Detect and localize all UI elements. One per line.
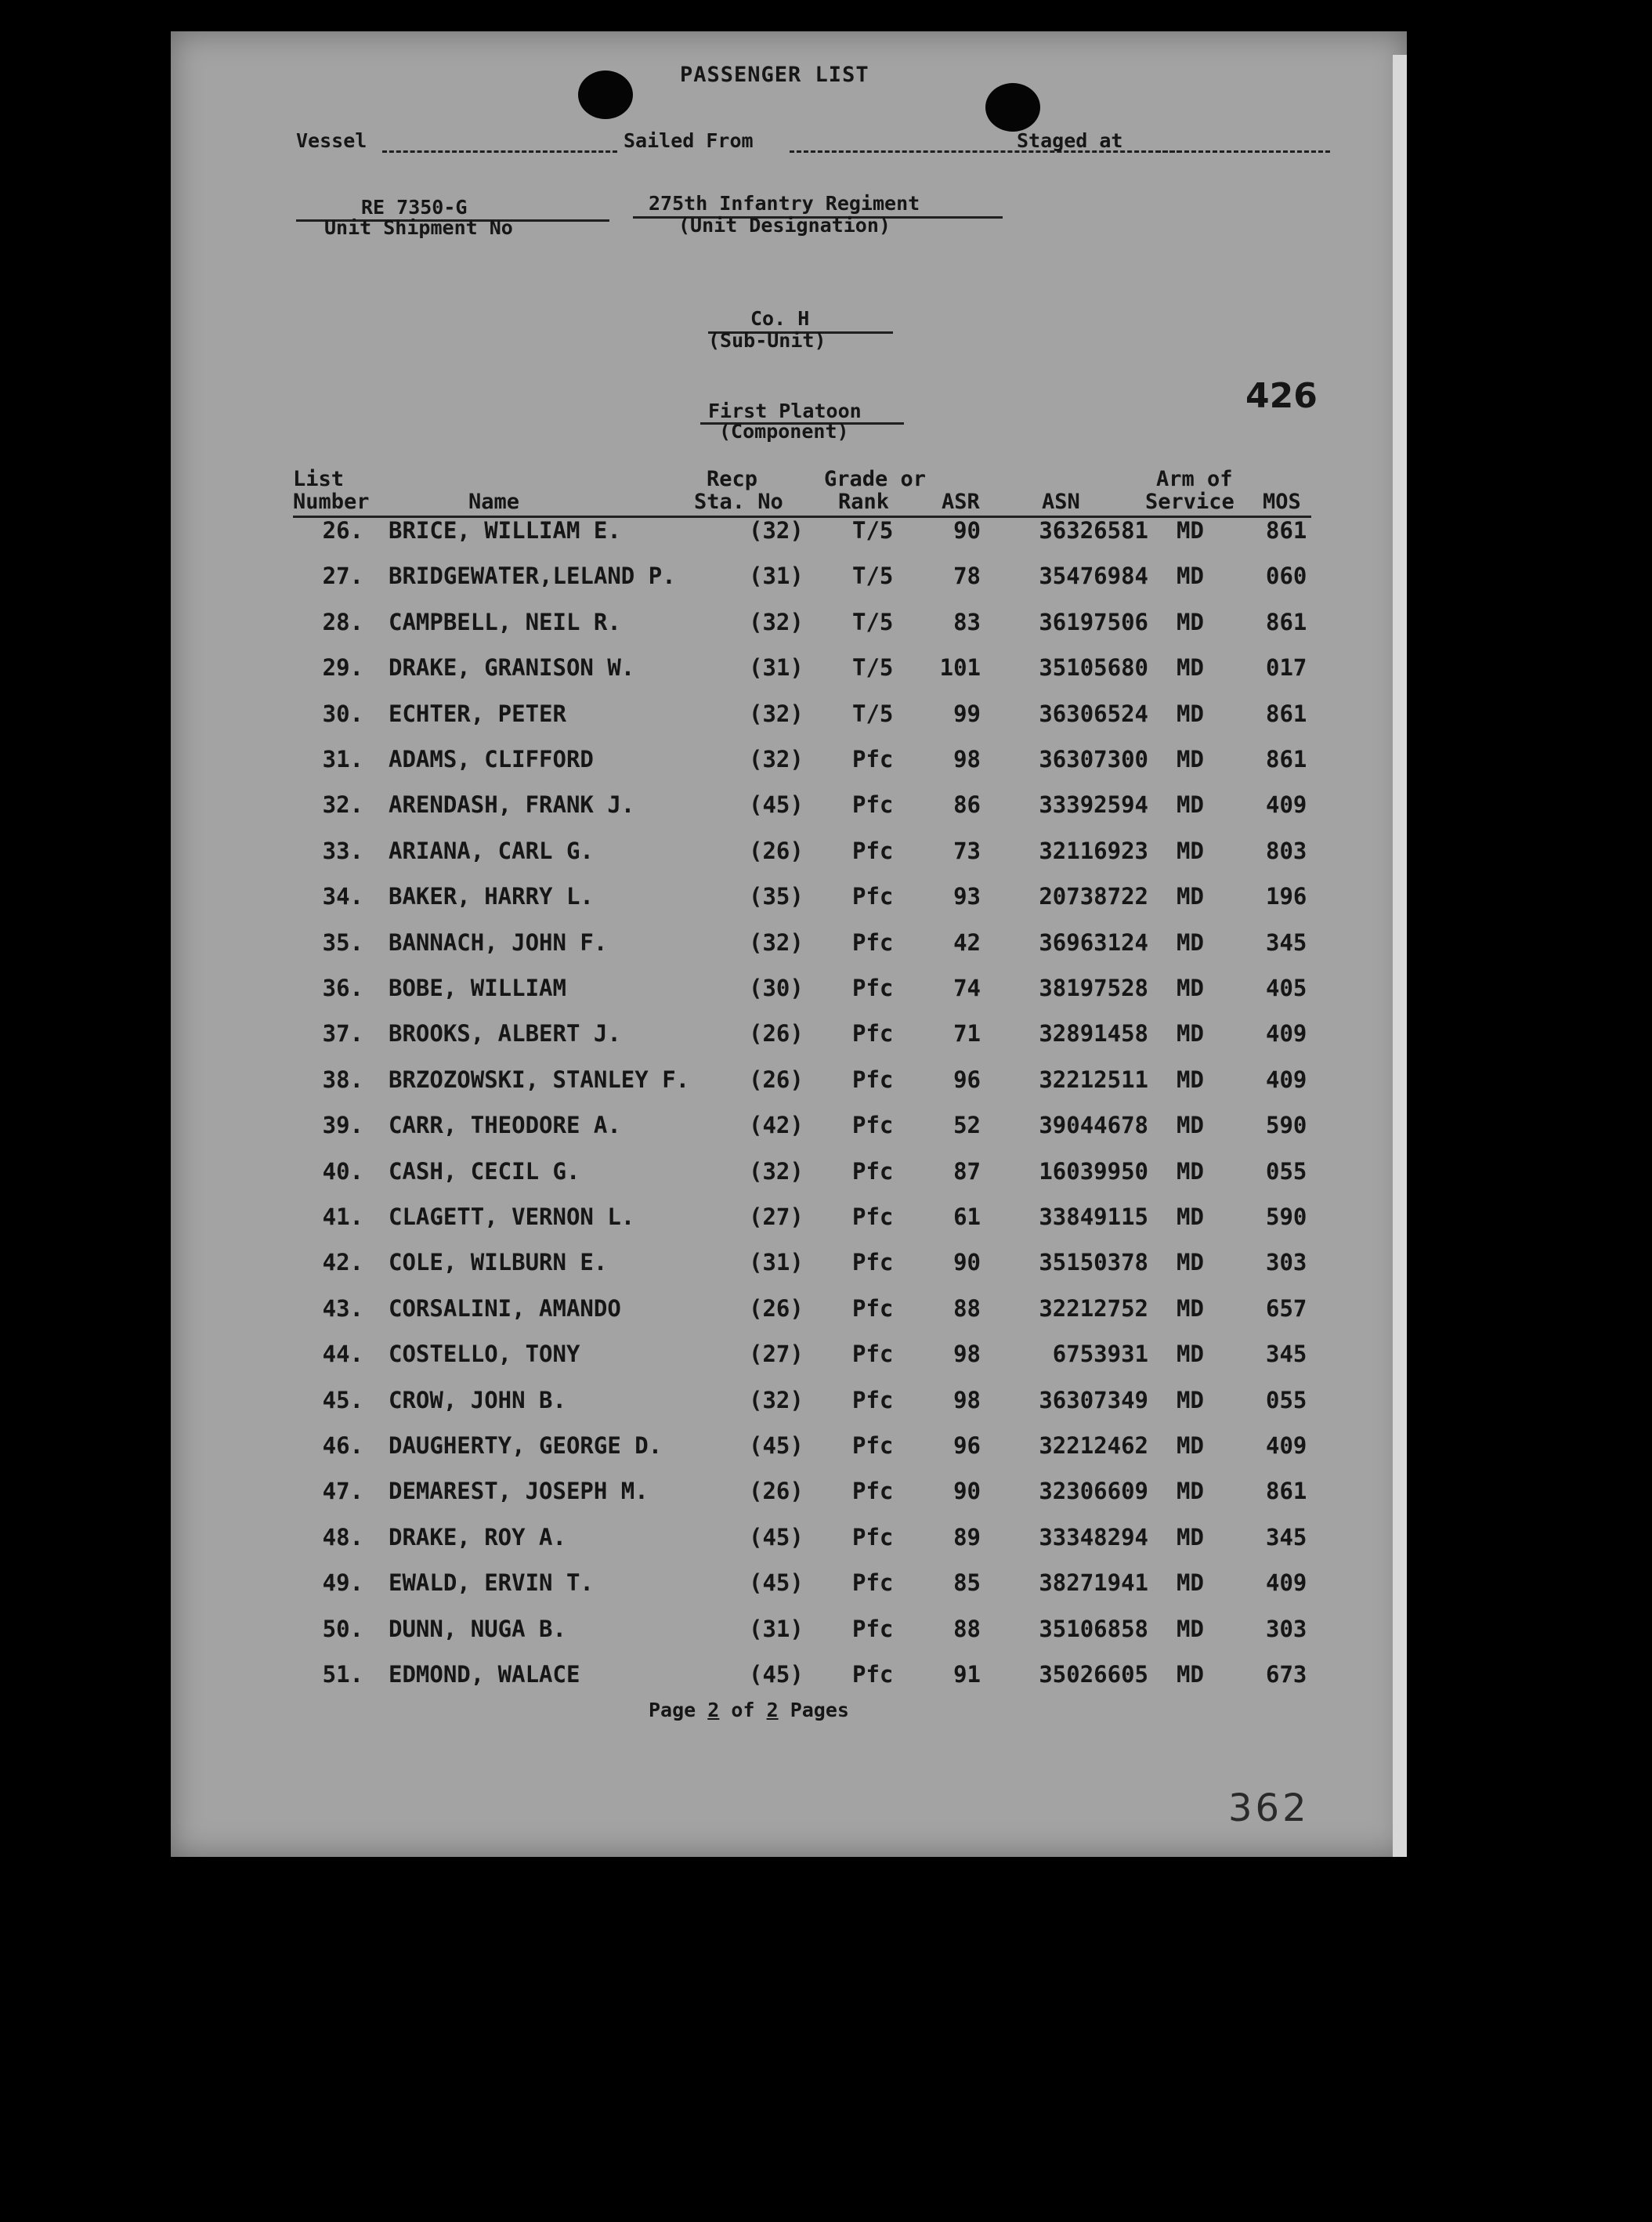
row-asn: 39044678	[1039, 1112, 1148, 1139]
row-list-number: 37.	[322, 1020, 363, 1048]
row-list-number: 42.	[322, 1249, 363, 1276]
row-name: ARENDASH, FRANK J.	[389, 791, 635, 819]
component: First Platoon	[708, 400, 862, 422]
staged-at-label: Staged at	[1017, 129, 1123, 152]
row-recp-station: (35)	[749, 883, 804, 910]
sheet-number: 426	[1245, 376, 1318, 416]
row-recp-station: (45)	[749, 1523, 804, 1551]
row-arm-of-service: MD	[1177, 608, 1204, 635]
row-arm-of-service: MD	[1177, 1569, 1204, 1597]
row-asr: 78	[953, 563, 981, 590]
col-list-number-line2: Number	[293, 490, 370, 514]
row-list-number: 29.	[322, 654, 363, 682]
row-asn: 32306609	[1039, 1478, 1148, 1505]
page-suffix: Pages	[790, 1699, 849, 1721]
document-page	[171, 31, 1407, 1857]
row-mos: 409	[1266, 1432, 1307, 1459]
row-list-number: 32.	[322, 791, 363, 819]
row-name: DRAKE, ROY A.	[389, 1523, 566, 1551]
row-grade: Pfc	[852, 1249, 894, 1276]
row-asn: 33392594	[1039, 791, 1148, 819]
row-name: CROW, JOHN B.	[389, 1386, 566, 1413]
page-prefix: Page	[649, 1699, 696, 1721]
col-recp	[694, 468, 783, 513]
row-asr: 52	[953, 1112, 981, 1139]
row-grade: T/5	[852, 608, 894, 635]
row-grade: Pfc	[852, 883, 894, 910]
row-name: DAUGHERTY, GEORGE D.	[389, 1432, 663, 1459]
row-name: COLE, WILBURN E.	[389, 1249, 608, 1276]
vessel-label: Vessel	[296, 129, 367, 152]
row-asn: 32891458	[1039, 1020, 1148, 1048]
row-name: COSTELLO, TONY	[389, 1341, 580, 1368]
row-grade: Pfc	[852, 1203, 894, 1230]
unit-shipment-label: Unit Shipment No	[324, 216, 513, 239]
row-grade: Pfc	[852, 1432, 894, 1459]
row-recp-station: (42)	[749, 1112, 804, 1139]
row-arm-of-service: MD	[1177, 1615, 1204, 1642]
row-list-number: 30.	[322, 700, 363, 727]
row-asr: 98	[953, 746, 981, 773]
row-asn: 32212511	[1039, 1066, 1148, 1093]
row-arm-of-service: MD	[1177, 517, 1204, 544]
row-name: CLAGETT, VERNON L.	[389, 1203, 635, 1230]
row-name: DUNN, NUGA B.	[389, 1615, 566, 1642]
row-grade: Pfc	[852, 1523, 894, 1551]
row-mos: 861	[1266, 1478, 1307, 1505]
row-asn: 36307349	[1039, 1386, 1148, 1413]
sub-unit-label: (Sub-Unit)	[708, 329, 826, 352]
row-mos: 345	[1266, 1523, 1307, 1551]
row-arm-of-service: MD	[1177, 700, 1204, 727]
row-asr: 73	[953, 837, 981, 864]
row-asr: 96	[953, 1066, 981, 1093]
row-arm-of-service: MD	[1177, 1432, 1204, 1459]
col-asn: ASN	[1042, 490, 1080, 514]
row-recp-station: (27)	[749, 1341, 804, 1368]
col-list-number	[293, 468, 370, 513]
row-asr: 42	[953, 928, 981, 956]
row-list-number: 31.	[322, 746, 363, 773]
row-name: EWALD, ERVIN T.	[389, 1569, 594, 1597]
row-asn: 33849115	[1039, 1203, 1148, 1230]
row-list-number: 50.	[322, 1615, 363, 1642]
row-asr: 98	[953, 1386, 981, 1413]
row-list-number: 51.	[322, 1661, 363, 1688]
col-arm-line2: Service	[1145, 490, 1234, 514]
row-recp-station: (31)	[749, 654, 804, 682]
row-asr: 90	[953, 1249, 981, 1276]
row-list-number: 39.	[322, 1112, 363, 1139]
row-list-number: 46.	[322, 1432, 363, 1459]
row-name: CORSALINI, AMANDO	[389, 1294, 621, 1322]
row-arm-of-service: MD	[1177, 928, 1204, 956]
col-recp-line1: Recp	[707, 467, 758, 491]
row-asr: 88	[953, 1615, 981, 1642]
row-recp-station: (31)	[749, 1615, 804, 1642]
row-name: DRAKE, GRANISON W.	[389, 654, 635, 682]
row-mos: 196	[1266, 883, 1307, 910]
sailed-from-label: Sailed From	[624, 129, 754, 152]
row-mos: 861	[1266, 746, 1307, 773]
row-mos: 673	[1266, 1661, 1307, 1688]
row-list-number: 35.	[322, 928, 363, 956]
row-name: BRZOZOWSKI, STANLEY F.	[389, 1066, 690, 1093]
row-arm-of-service: MD	[1177, 1523, 1204, 1551]
row-asn: 32116923	[1039, 837, 1148, 864]
row-mos: 017	[1266, 654, 1307, 682]
row-asr: 85	[953, 1569, 981, 1597]
row-recp-station: (26)	[749, 1066, 804, 1093]
row-arm-of-service: MD	[1177, 791, 1204, 819]
row-asr: 98	[953, 1341, 981, 1368]
row-list-number: 49.	[322, 1569, 363, 1597]
row-list-number: 33.	[322, 837, 363, 864]
row-list-number: 45.	[322, 1386, 363, 1413]
row-grade: T/5	[852, 654, 894, 682]
row-recp-station: (31)	[749, 1249, 804, 1276]
row-mos: 409	[1266, 1569, 1307, 1597]
col-list-number-line1: List	[293, 467, 345, 491]
row-recp-station: (30)	[749, 975, 804, 1001]
row-name: BAKER, HARRY L.	[389, 883, 594, 910]
row-recp-station: (45)	[749, 1432, 804, 1459]
row-name: BANNACH, JOHN F.	[389, 928, 608, 956]
row-name: CASH, CECIL G.	[389, 1157, 580, 1185]
row-list-number: 38.	[322, 1066, 363, 1093]
row-arm-of-service: MD	[1177, 563, 1204, 590]
row-arm-of-service: MD	[1177, 1661, 1204, 1688]
row-asr: 90	[953, 517, 981, 544]
row-grade: Pfc	[852, 1157, 894, 1185]
row-grade: Pfc	[852, 1386, 894, 1413]
row-arm-of-service: MD	[1177, 1478, 1204, 1505]
row-arm-of-service: MD	[1177, 1157, 1204, 1185]
col-recp-line2: Sta. No	[694, 490, 783, 514]
row-mos: 409	[1266, 1066, 1307, 1093]
row-name: ARIANA, CARL G.	[389, 837, 594, 864]
row-name: DEMAREST, JOSEPH M.	[389, 1478, 649, 1505]
row-asn: 20738722	[1039, 883, 1148, 910]
row-asr: 93	[953, 883, 981, 910]
row-recp-station: (32)	[749, 928, 804, 956]
row-list-number: 34.	[322, 883, 363, 910]
row-asn: 32212462	[1039, 1432, 1148, 1459]
row-recp-station: (27)	[749, 1203, 804, 1230]
row-asr: 101	[939, 654, 981, 682]
row-arm-of-service: MD	[1177, 883, 1204, 910]
row-list-number: 43.	[322, 1294, 363, 1322]
row-grade: Pfc	[852, 1661, 894, 1688]
row-asn: 32212752	[1039, 1294, 1148, 1322]
row-recp-station: (26)	[749, 1294, 804, 1322]
row-recp-station: (31)	[749, 563, 804, 590]
row-list-number: 26.	[322, 517, 363, 544]
row-mos: 055	[1266, 1157, 1307, 1185]
row-recp-station: (32)	[749, 1386, 804, 1413]
punch-hole-right	[985, 83, 1040, 132]
row-list-number: 47.	[322, 1478, 363, 1505]
row-grade: Pfc	[852, 1112, 894, 1139]
vessel-line	[382, 150, 617, 153]
col-asr: ASR	[942, 490, 980, 514]
row-arm-of-service: MD	[1177, 837, 1204, 864]
row-grade: T/5	[852, 700, 894, 727]
row-name: ADAMS, CLIFFORD	[389, 746, 594, 773]
row-list-number: 48.	[322, 1523, 363, 1551]
row-name: BRICE, WILLIAM E.	[389, 517, 621, 544]
sub-unit: Co. H	[750, 307, 810, 330]
row-name: CAMPBELL, NEIL R.	[389, 608, 621, 635]
row-name: BOBE, WILLIAM	[389, 975, 566, 1001]
row-arm-of-service: MD	[1177, 1203, 1204, 1230]
row-arm-of-service: MD	[1177, 1020, 1204, 1048]
row-recp-station: (32)	[749, 608, 804, 635]
row-grade: Pfc	[852, 975, 894, 1001]
staged-at-line	[1156, 150, 1330, 153]
row-asn: 35150378	[1039, 1249, 1148, 1276]
row-grade: Pfc	[852, 1066, 894, 1093]
row-recp-station: (32)	[749, 746, 804, 773]
row-list-number: 36.	[322, 975, 363, 1001]
row-name: ECHTER, PETER	[389, 700, 566, 727]
row-asr: 87	[953, 1157, 981, 1185]
row-asr: 83	[953, 608, 981, 635]
row-mos: 409	[1266, 791, 1307, 819]
row-mos: 345	[1266, 928, 1307, 956]
row-mos: 861	[1266, 608, 1307, 635]
unit-designation: 275th Infantry Regiment	[649, 192, 920, 215]
row-asn: 36306524	[1039, 700, 1148, 727]
row-mos: 303	[1266, 1249, 1307, 1276]
row-list-number: 27.	[322, 563, 363, 590]
row-asn: 36326581	[1039, 517, 1148, 544]
row-name: BROOKS, ALBERT J.	[389, 1020, 621, 1048]
row-asn: 35106858	[1039, 1615, 1148, 1642]
col-mos: MOS	[1263, 490, 1301, 514]
row-name: BRIDGEWATER,LELAND P.	[389, 563, 676, 590]
handwritten-number: 362	[1228, 1786, 1310, 1830]
row-mos: 590	[1266, 1203, 1307, 1230]
row-asr: 89	[953, 1523, 981, 1551]
row-grade: Pfc	[852, 928, 894, 956]
row-arm-of-service: MD	[1177, 1249, 1204, 1276]
row-name: CARR, THEODORE A.	[389, 1112, 621, 1139]
row-asr: 91	[953, 1661, 981, 1688]
row-mos: 861	[1266, 517, 1307, 544]
row-grade: Pfc	[852, 837, 894, 864]
row-recp-station: (32)	[749, 1157, 804, 1185]
row-asr: 88	[953, 1294, 981, 1322]
row-grade: Pfc	[852, 791, 894, 819]
col-grade	[824, 468, 926, 513]
row-mos: 409	[1266, 1020, 1307, 1048]
row-list-number: 44.	[322, 1341, 363, 1368]
row-arm-of-service: MD	[1177, 1112, 1204, 1139]
row-asr: 74	[953, 975, 981, 1001]
col-grade-line1: Grade or	[824, 467, 927, 491]
row-asr: 90	[953, 1478, 981, 1505]
row-grade: Pfc	[852, 746, 894, 773]
row-asn: 35476984	[1039, 563, 1148, 590]
row-grade: Pfc	[852, 1478, 894, 1505]
row-mos: 590	[1266, 1112, 1307, 1139]
row-mos: 657	[1266, 1294, 1307, 1322]
unit-shipment-number: RE 7350-G	[361, 196, 468, 219]
row-list-number: 41.	[322, 1203, 363, 1230]
row-recp-station: (32)	[749, 517, 804, 544]
row-asn: 36963124	[1039, 928, 1148, 956]
row-list-number: 28.	[322, 608, 363, 635]
row-arm-of-service: MD	[1177, 746, 1204, 773]
row-arm-of-service: MD	[1177, 1341, 1204, 1368]
row-grade: Pfc	[852, 1020, 894, 1048]
row-mos: 055	[1266, 1386, 1307, 1413]
row-grade: Pfc	[852, 1294, 894, 1322]
row-asr: 86	[953, 791, 981, 819]
row-arm-of-service: MD	[1177, 1294, 1204, 1322]
row-asn: 35105680	[1039, 654, 1148, 682]
row-asn: 36197506	[1039, 608, 1148, 635]
component-label: (Component)	[719, 420, 849, 443]
col-grade-line2: Rank	[838, 490, 890, 514]
row-arm-of-service: MD	[1177, 1386, 1204, 1413]
document-title: PASSENGER LIST	[680, 63, 869, 87]
row-mos: 405	[1266, 975, 1307, 1001]
row-recp-station: (26)	[749, 837, 804, 864]
row-grade: Pfc	[852, 1615, 894, 1642]
row-list-number: 40.	[322, 1157, 363, 1185]
row-recp-station: (45)	[749, 791, 804, 819]
row-recp-station: (32)	[749, 700, 804, 727]
page-of: of	[731, 1699, 755, 1721]
row-asr: 96	[953, 1432, 981, 1459]
row-asr: 71	[953, 1020, 981, 1048]
row-asn: 16039950	[1039, 1157, 1148, 1185]
row-asn: 35026605	[1039, 1661, 1148, 1688]
punch-hole-left	[578, 71, 633, 119]
row-mos: 861	[1266, 700, 1307, 727]
row-grade: Pfc	[852, 1341, 894, 1368]
row-asr: 61	[953, 1203, 981, 1230]
row-recp-station: (26)	[749, 1020, 804, 1048]
col-arm-of-service	[1145, 468, 1234, 513]
row-grade: T/5	[852, 563, 894, 590]
row-recp-station: (45)	[749, 1661, 804, 1688]
row-arm-of-service: MD	[1177, 975, 1204, 1001]
row-mos: 303	[1266, 1615, 1307, 1642]
page-indicator	[649, 1699, 849, 1721]
row-mos: 803	[1266, 837, 1307, 864]
row-recp-station: (26)	[749, 1478, 804, 1505]
row-name: EDMOND, WALACE	[389, 1661, 580, 1688]
page-total: 2	[766, 1699, 779, 1721]
row-asr: 99	[953, 700, 981, 727]
page-edge	[1393, 55, 1407, 1857]
row-mos: 345	[1266, 1341, 1307, 1368]
row-arm-of-service: MD	[1177, 654, 1204, 682]
row-grade: Pfc	[852, 1569, 894, 1597]
page-current: 2	[707, 1699, 720, 1721]
row-arm-of-service: MD	[1177, 1066, 1204, 1093]
col-arm-line1: Arm of	[1156, 467, 1233, 491]
col-name: Name	[468, 490, 520, 514]
row-grade: T/5	[852, 517, 894, 544]
row-asn: 6753931	[1052, 1341, 1148, 1368]
row-asn: 33348294	[1039, 1523, 1148, 1551]
row-asn: 38197528	[1039, 975, 1148, 1001]
row-asn: 38271941	[1039, 1569, 1148, 1597]
row-asn: 36307300	[1039, 746, 1148, 773]
row-recp-station: (45)	[749, 1569, 804, 1597]
row-mos: 060	[1266, 563, 1307, 590]
unit-designation-label: (Unit Designation)	[678, 214, 891, 237]
